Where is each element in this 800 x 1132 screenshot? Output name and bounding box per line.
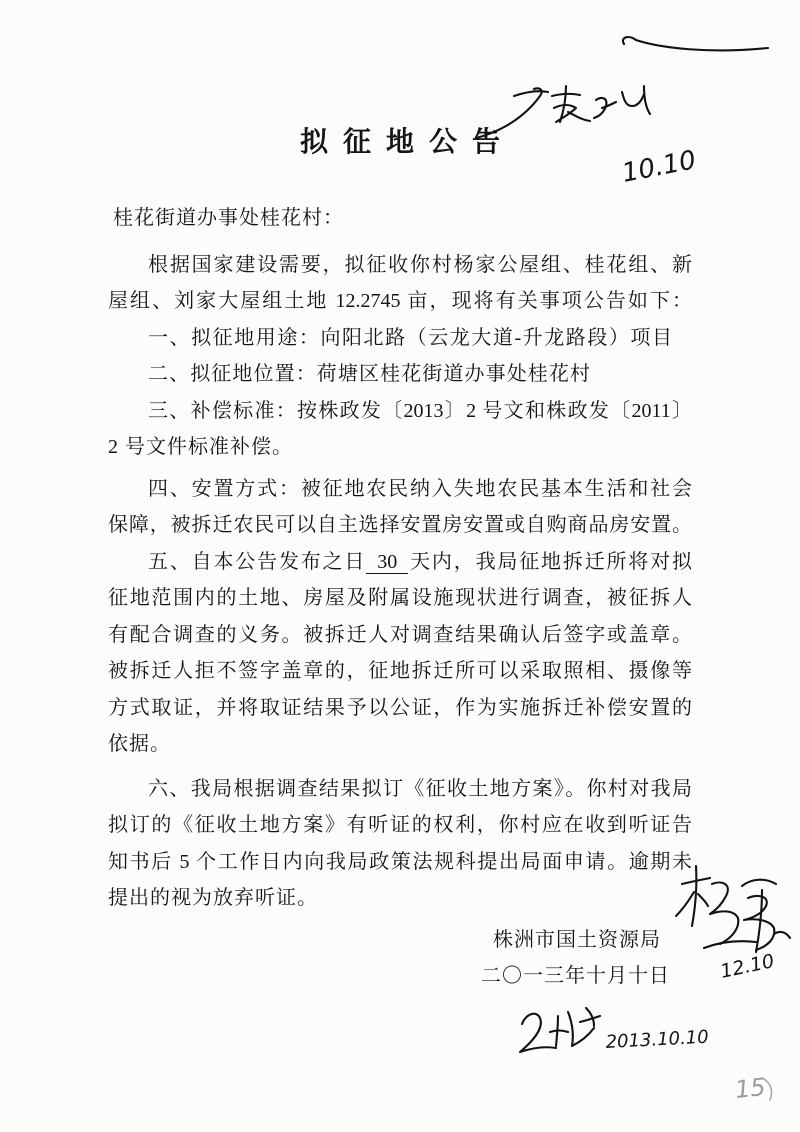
text-line: 根据国家建设需要，拟征收你村杨家公屋组、桂花组、新 (148, 253, 692, 276)
signature-stroke (623, 37, 768, 50)
investigation-days-underlined: 30 (366, 551, 408, 574)
text-line: 征地范围内的土地、房屋及附属设施现状进行调查，被征拆人 (108, 587, 692, 609)
text-line: 知书后 5 个工作日内向我局政策法规科提出局面申请。逾期未 (108, 850, 692, 873)
text-line: 六、我局根据调查结果拟订《征收土地方案》。你村对我局 (148, 777, 692, 800)
signature-stroke (744, 896, 774, 950)
text-line: 方式取证，并将取证结果予以公证，作为实施拆迁补偿安置的 (108, 696, 692, 719)
document-body (108, 200, 692, 995)
handwritten-date-bottom: 2013.10.10 (605, 1026, 710, 1053)
item-location (108, 356, 692, 393)
signature-stroke (520, 1014, 556, 1052)
salutation: 桂花街道办事处桂花村： (113, 207, 344, 229)
text-line: 2 号文件标准补偿。 (108, 436, 293, 458)
document-title: 拟征地公告 (299, 127, 515, 158)
signature-right (676, 866, 790, 952)
text-line: 三、补偿标准：按株政发〔2013〕2 号文和株政发〔2011〕 (148, 399, 692, 422)
text-line: 保障，被拆迁农民可以自主选择安置房安置或自购商品房安置。 (108, 514, 692, 536)
text-line: 提出的视为放弃听证。 (108, 887, 318, 909)
item-investigation (108, 544, 692, 763)
item-hearing (108, 771, 692, 917)
text-line: 被拆迁人拒不签字盖章的，征地拆迁所可以采取照相、摄像等 (108, 660, 692, 682)
item-compensation (108, 393, 692, 466)
text-line: 四、安置方式：被征地农民纳入失地农民基本生活和社会 (148, 477, 692, 500)
text-line: 有配合调查的义务。被拆迁人对调查结果确认后签字或盖章。 (108, 623, 692, 646)
item-resettlement (108, 471, 692, 544)
text-line: 屋组、刘家大屋组土地 12.2745 亩，现将有关事项公告如下： (108, 290, 692, 312)
signature-block (108, 922, 692, 995)
page-number-mark (734, 1073, 772, 1104)
handwritten-page-number: 15 (733, 1072, 768, 1104)
signature-stroke (568, 1012, 594, 1046)
issuer-name: 株洲市国土资源局 (493, 928, 661, 951)
signature-stroke (756, 890, 790, 952)
page-number-stroke (762, 1078, 772, 1100)
signature-stroke (594, 98, 616, 118)
paragraph-intro (108, 247, 692, 320)
text-line: 二、拟征地位置：荷塘区桂花街道办事处桂花村 (148, 363, 590, 385)
signature-stroke (552, 86, 590, 122)
signature-stroke (622, 86, 650, 114)
handwritten-date-top: 10.10 (619, 145, 699, 189)
signature-bottom (520, 1008, 600, 1052)
text-line (108, 544, 692, 581)
text-line: 一、拟征地用途：向阳北路（云龙大道-升龙路段）项目 (148, 326, 672, 349)
item-purpose (108, 320, 692, 357)
issue-date: 二〇一三年十月十日 (481, 965, 670, 987)
signature-stroke (692, 866, 696, 926)
text-line: 依据。 (108, 733, 171, 755)
handwritten-date-side: 12.10 (718, 950, 777, 983)
investigation-lead: 五、自本公告发布之日 (148, 550, 367, 573)
signature-stroke (580, 1008, 600, 1026)
text-line: 拟订的《征收土地方案》有听证的权利，你村应在收到听证告 (108, 814, 692, 836)
signature-stroke (514, 91, 548, 96)
signature-stroke (742, 880, 776, 886)
investigation-lead-rest: 天内，我局征地拆迁所将对拟 (408, 550, 693, 573)
signature-stroke (550, 1016, 568, 1046)
signature-stroke (704, 941, 756, 948)
signature-stroke (710, 883, 738, 945)
